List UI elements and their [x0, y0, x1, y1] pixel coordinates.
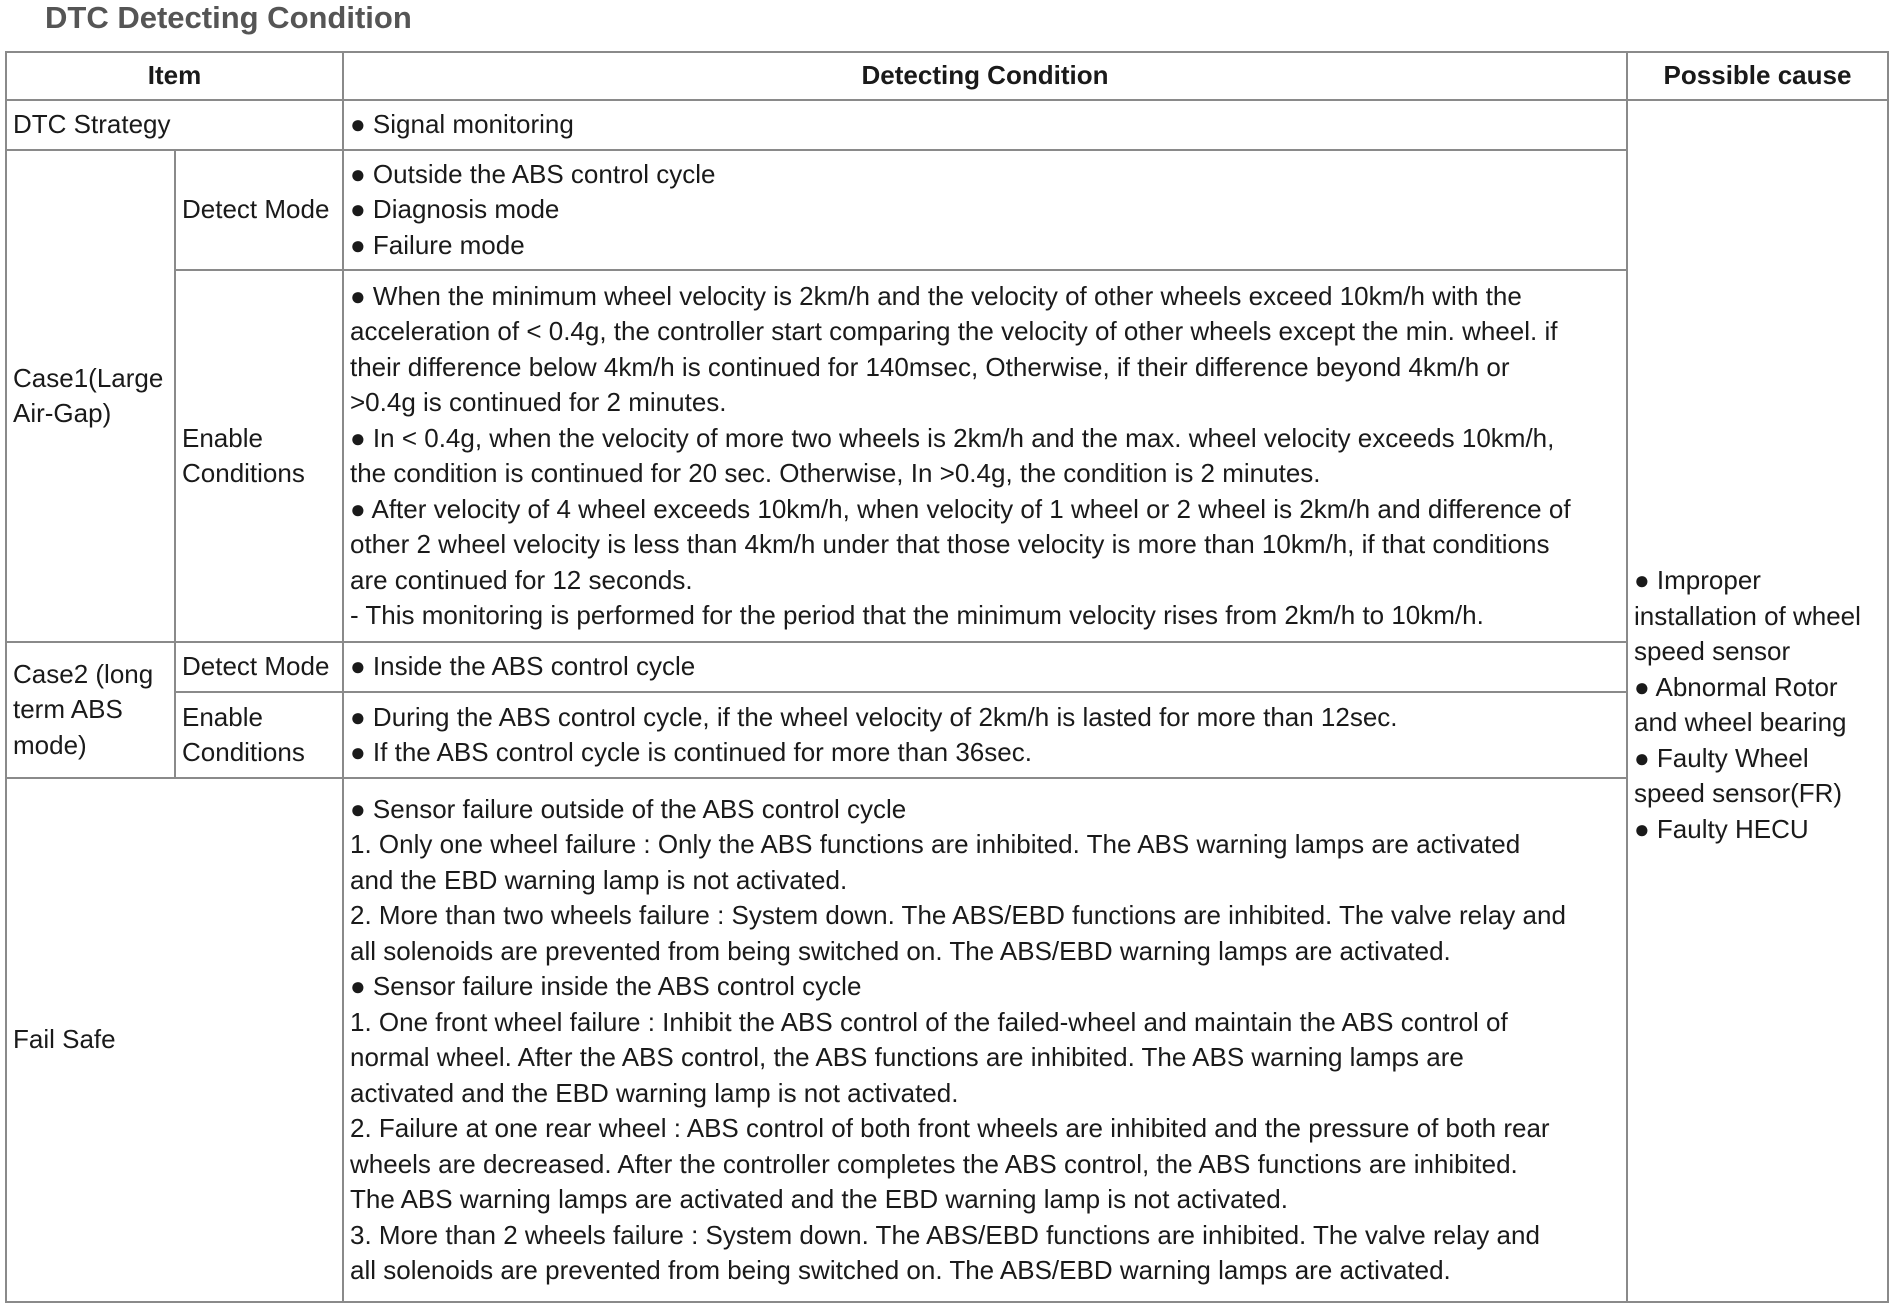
enable-label-line: Enable	[182, 701, 263, 732]
condition-line: are continued for 12 seconds.	[350, 564, 693, 595]
row-dtc-strategy	[6, 100, 1888, 150]
possible-cause-line: speed sensor(FR)	[1634, 778, 1843, 808]
condition-line: acceleration of < 0.4g, the controller start comparing the velocity of other wheels except the min. wheel. if	[350, 316, 1558, 346]
condition-line: 2. Failure at one rear wheel : ABS control of both front wheels are inhibited and the pressure of both rear	[350, 1113, 1550, 1143]
condition-line: other 2 wheel velocity is less than 4km/h under that those velocity is more than 10km/h, if that conditions	[350, 529, 1550, 559]
possible-cause-line: speed sensor	[1634, 636, 1791, 666]
condition-line: ● If the ABS control cycle is continued for more than 36sec.	[350, 737, 1032, 767]
possible-cause-cell	[1627, 100, 1888, 1302]
fail-safe-label: Fail Safe	[6, 778, 343, 1302]
condition-line: >0.4g is continued for 2 minutes.	[350, 387, 727, 417]
row-case2-detect-mode	[6, 642, 1888, 692]
condition-line: ● Inside the ABS control cycle	[350, 651, 696, 682]
dtc-strategy-label: DTC Strategy	[6, 100, 343, 150]
condition-line: ● During the ABS control cycle, if the wheel velocity of 2km/h is lasted for more than 12sec.	[350, 701, 1398, 732]
dtc-condition-table	[5, 51, 1889, 1303]
case1-label-line: Air-Gap)	[13, 398, 112, 428]
enable-label-line: Enable	[182, 422, 263, 453]
condition-line: ● Diagnosis mode	[350, 194, 560, 225]
possible-cause-line: ● Abnormal Rotor	[1634, 671, 1838, 702]
condition-line: and the EBD warning lamp is not activated.	[350, 864, 848, 895]
case2-enable-conditions-text	[343, 692, 1627, 778]
page-title: DTC Detecting Condition	[45, 0, 412, 35]
condition-line: 2. More than two wheels failure : System down. The ABS/EBD functions are inhibited. The valve relay and	[350, 900, 1566, 930]
table-header-row	[6, 52, 1888, 100]
possible-cause-line: ● Faulty HECU	[1634, 813, 1809, 844]
condition-line: ● Outside the ABS control cycle	[350, 158, 716, 189]
case2-enable-conditions-label	[175, 692, 343, 778]
case2-label-line: mode)	[13, 729, 87, 760]
condition-line: ● When the minimum wheel velocity is 2km/h and the velocity of other wheels exceed 10km/h with the	[350, 280, 1522, 311]
header-detecting-condition: Detecting Condition	[343, 52, 1627, 100]
condition-line: - This monitoring is performed for the period that the minimum velocity rises from 2km/h to 10km/h.	[350, 600, 1484, 630]
case2-detect-mode-label: Detect Mode	[175, 642, 343, 692]
case1-detect-mode-condition	[343, 150, 1627, 270]
row-fail-safe	[6, 778, 1888, 1302]
row-case1-detect-mode	[6, 150, 1888, 270]
condition-line: 3. More than 2 wheels failure : System down. The ABS/EBD functions are inhibited. The valve relay and	[350, 1219, 1540, 1250]
possible-cause-line: ● Faulty Wheel	[1634, 742, 1809, 773]
case1-detect-mode-label: Detect Mode	[175, 150, 343, 270]
condition-line: normal wheel. After the ABS control, the ABS functions are inhibited. The ABS warning lamps are	[350, 1042, 1464, 1072]
enable-label-line: Conditions	[182, 458, 305, 488]
condition-line: The ABS warning lamps are activated and the EBD warning lamp is not activated.	[350, 1184, 1288, 1214]
condition-line: ● After velocity of 4 wheel exceeds 10km/h, when velocity of 1 wheel or 2 wheel is 2km/h and difference of	[350, 493, 1571, 524]
condition-line: all solenoids are prevented from being switched on. The ABS/EBD warning lamps are activated.	[350, 1255, 1451, 1285]
fail-safe-text	[343, 778, 1627, 1302]
condition-line: ● Sensor failure inside the ABS control cycle	[350, 971, 862, 1001]
case1-label	[6, 150, 175, 642]
condition-line: ● In < 0.4g, when the velocity of more two wheels is 2km/h and the max. wheel velocity exceeds 10km/h,	[350, 422, 1555, 453]
possible-cause-line: installation of wheel	[1634, 600, 1861, 631]
dtc-strategy-condition: ● Signal monitoring	[343, 100, 1627, 150]
possible-cause-line: and wheel bearing	[1634, 707, 1847, 737]
row-case1-enable-conditions	[6, 270, 1888, 642]
possible-cause-line: ● Improper	[1634, 565, 1761, 595]
case1-label-line: Case1(Large	[13, 362, 164, 393]
header-possible-cause: Possible cause	[1627, 52, 1888, 100]
enable-label-line: Conditions	[182, 737, 305, 767]
case1-enable-conditions-text	[343, 270, 1627, 642]
condition-line: 1. One front wheel failure : Inhibit the ABS control of the failed-wheel and maintain the ABS control of	[350, 1006, 1508, 1037]
condition-line: their difference below 4km/h is continued for 140msec, Otherwise, if their difference beyond 4km/h or	[350, 351, 1510, 382]
row-case2-enable-conditions	[6, 692, 1888, 778]
condition-line: wheels are decreased. After the controller completes the ABS control, the ABS functions are inhibited.	[350, 1148, 1518, 1179]
condition-line: activated and the EBD warning lamp is not activated.	[350, 1077, 959, 1108]
case2-label-line: Case2 (long	[13, 658, 154, 689]
case2-detect-mode-condition	[343, 642, 1627, 692]
condition-line: the condition is continued for 20 sec. Otherwise, In >0.4g, the condition is 2 minutes.	[350, 458, 1321, 488]
condition-line: 1. Only one wheel failure : Only the ABS functions are inhibited. The ABS warning lamps are activated	[350, 829, 1521, 859]
case2-label	[6, 642, 175, 778]
header-item: Item	[6, 52, 343, 100]
condition-line: ● Sensor failure outside of the ABS control cycle	[350, 793, 907, 824]
condition-line: ● Failure mode	[350, 229, 525, 260]
condition-line: all solenoids are prevented from being switched on. The ABS/EBD warning lamps are activated.	[350, 935, 1451, 966]
case2-label-line: term ABS	[13, 694, 123, 725]
case1-enable-conditions-label	[175, 270, 343, 642]
